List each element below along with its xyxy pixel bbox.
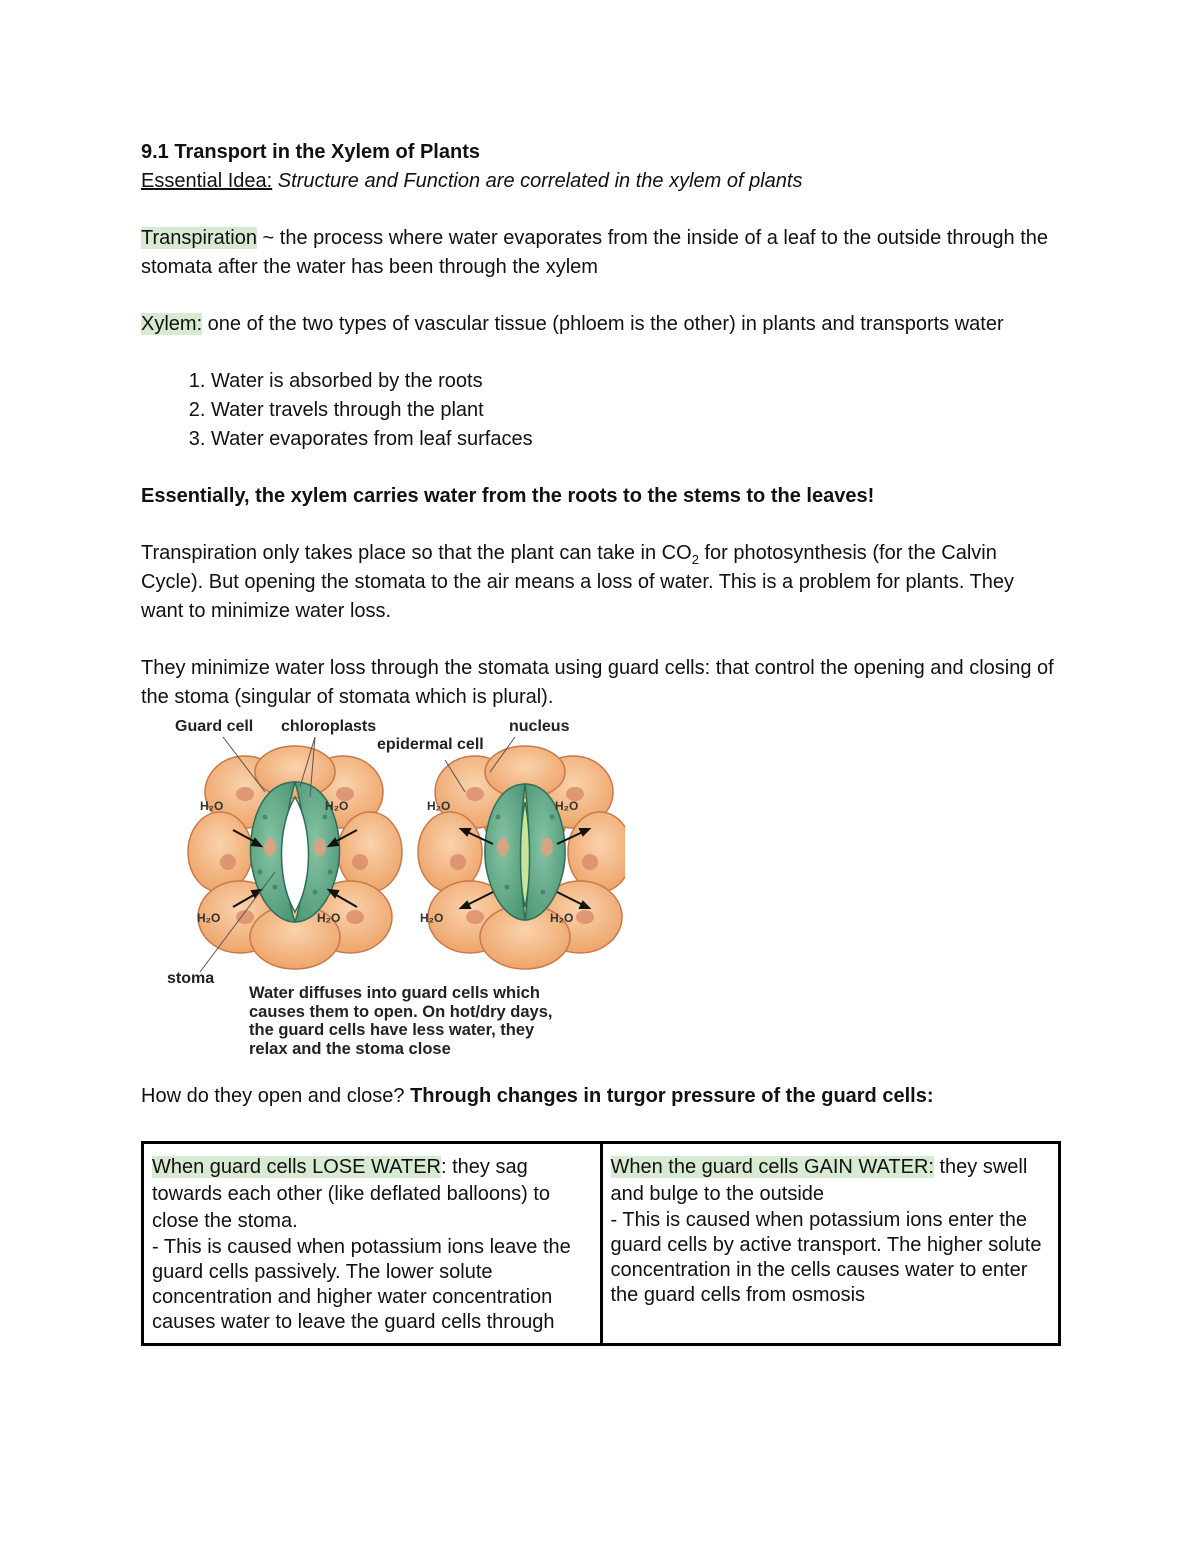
h2o-label: H₂O (427, 799, 451, 813)
essential-idea-label: Essential Idea: (141, 170, 273, 192)
lose-water-summary (152, 1154, 592, 1235)
xylem-definition (141, 310, 1061, 339)
question-line (141, 1082, 1061, 1111)
h2o-label: H₂O (325, 799, 349, 813)
h2o-label: H₂O (555, 799, 579, 813)
lose-water-cell (143, 1143, 602, 1345)
xylem-term: Xylem: (141, 313, 203, 335)
document-page (141, 138, 1061, 1346)
table-row (143, 1143, 1060, 1345)
transpiration-def-text: ~ the process where water evaporates from the inside of a leaf to the outside through the stomata after the water has been through the xylem (141, 227, 1049, 278)
gain-water-text: they swell and bulge to the outside (610, 1156, 1028, 1205)
chloroplasts-label: chloroplasts (281, 718, 377, 735)
open-stoma-group (188, 737, 402, 972)
list-item: 2. Water travels through the plant (211, 396, 1061, 425)
stomata-diagram (165, 722, 625, 982)
stomata-figure (165, 718, 625, 1072)
list-item: 1. Water is absorbed by the roots (211, 367, 1061, 396)
steps-list (141, 367, 1061, 454)
h2o-label: H₂O (317, 911, 341, 925)
list-item: 3. Water evaporates from leaf surfaces (211, 425, 1061, 454)
h2o-label: H₂O (550, 911, 574, 925)
comparison-table (141, 1141, 1061, 1346)
epidermal-cell-label: epidermal cell (377, 736, 484, 753)
essentially-statement: Essentially, the xylem carries water from the roots to the stems to the leaves! (141, 485, 875, 507)
section-title: 9.1 Transport in the Xylem of Plants (141, 141, 480, 163)
lose-water-detail: - This is caused when potassium ions leave the guard cells passively. The lower solute concentration and higher water concentration causes water to leave the guard cells through (152, 1236, 571, 1333)
question-answer: Through changes in turgor pressure of the guard cells: (410, 1085, 934, 1107)
h2o-label: H₂O (420, 911, 444, 925)
gain-water-detail: - This is caused when potassium ions enter the guard cells by active transport. The higher solute concentration in the cells causes water to enter the guard cells from osmosis (610, 1209, 1042, 1306)
question-text: How do they open and close? (141, 1085, 411, 1107)
h2o-label: H₂O (197, 911, 221, 925)
photosynthesis-paragraph (141, 539, 1061, 626)
transpiration-definition (141, 224, 1061, 282)
gain-water-heading: When the guard cells GAIN WATER: (610, 1156, 934, 1178)
figure-caption: Water diffuses into guard cells which causes them to open. On hot/dry days, the guard cells have less water, they relax and the stoma close (249, 984, 553, 1058)
lose-water-heading: When guard cells LOSE WATER (152, 1156, 441, 1178)
stoma-label: stoma (167, 970, 215, 987)
gain-water-summary (611, 1154, 1051, 1208)
guard-cell-label: Guard cell (175, 718, 254, 735)
para1-before: Transpiration only takes place so that the plant can take in CO (141, 542, 692, 564)
closed-stoma-group (418, 737, 625, 969)
co2-subscript: 2 (691, 552, 699, 567)
essential-idea (141, 167, 1061, 196)
nucleus-label: nucleus (509, 718, 570, 735)
essential-idea-text: Structure and Function are correlated in the xylem of plants (277, 170, 803, 192)
guard-cells-paragraph: They minimize water loss through the stomata using guard cells: that control the opening and closing of the stoma (singular of stomata which is plural). (141, 657, 1054, 708)
gain-water-cell (601, 1143, 1060, 1345)
transpiration-term: Transpiration (141, 227, 257, 249)
para1-after: for photosynthesis (for the Calvin Cycle). But opening the stomata to the air means a loss of water. This is a problem for plants. They want to minimize water loss. (141, 542, 1015, 622)
h2o-label: H₂O (200, 799, 224, 813)
lose-water-text: : they sag towards each other (like deflated balloons) to close the stoma. (152, 1156, 551, 1232)
xylem-def-text: one of the two types of vascular tissue (phloem is the other) in plants and transports water (202, 313, 1004, 335)
